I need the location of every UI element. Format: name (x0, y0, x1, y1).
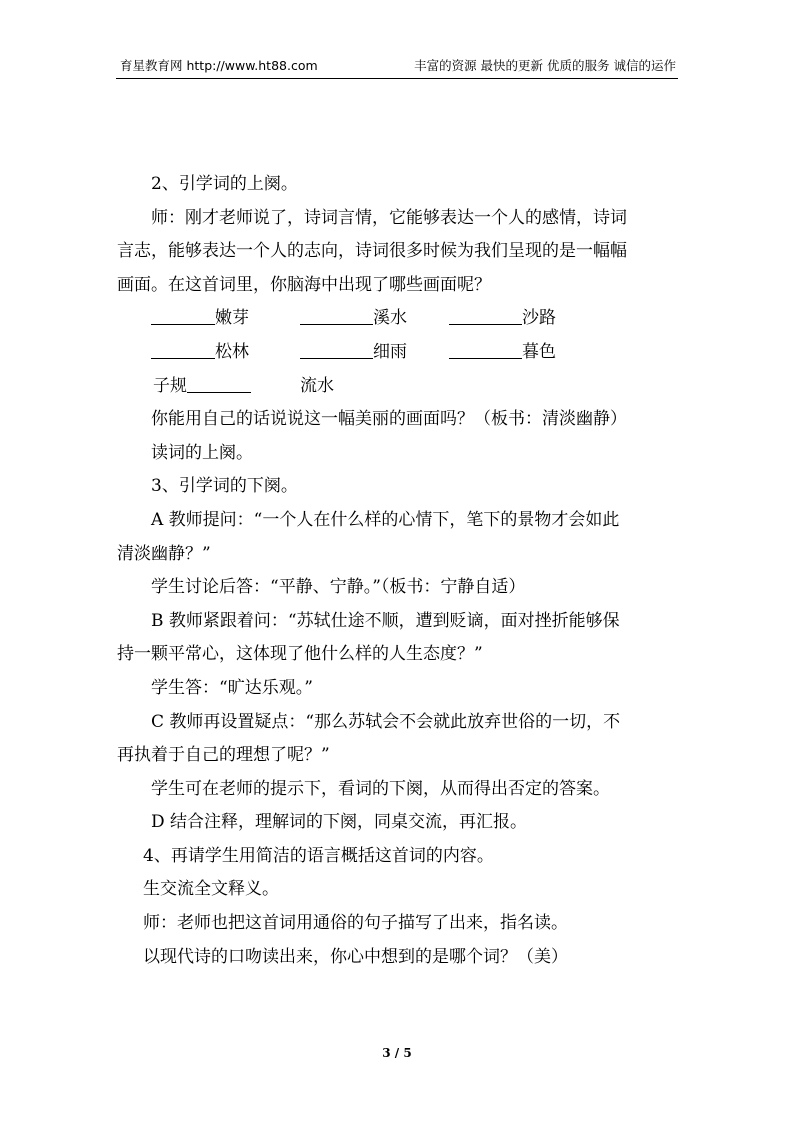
fill-word: 暮色 (522, 341, 556, 362)
blank-line (151, 304, 215, 325)
fill-blank-item (151, 302, 249, 336)
fill-blank-item (300, 336, 407, 370)
paragraph: 读词的上阕。 (151, 442, 253, 463)
header-slogan: 丰富的资源 最快的更新 优质的服务 诚信的运作 (414, 58, 676, 73)
paragraph: 言志，能够表达一个人的志向，诗词很多时候为我们呈现的是一幅幅 (117, 241, 627, 262)
fill-word: 溪水 (373, 308, 407, 329)
paragraph: 以现代诗的口吻读出来，你心中想到的是哪个词？（美） (143, 946, 568, 967)
paragraph: 生交流全文释义。 (143, 879, 279, 900)
paragraph: 学生答：“旷达乐观。” (151, 677, 313, 698)
fill-blank-row (117, 302, 679, 336)
document-body (117, 168, 679, 974)
fill-blank-item (151, 336, 249, 370)
paragraph: 师：老师也把这首词用通俗的句子描写了出来，指名读。 (143, 913, 568, 934)
fill-blank-item (153, 370, 251, 404)
fill-blank-item (449, 302, 556, 336)
paragraph: A 教师提问：“一个人在什么样的心情下，笔下的景物才会如此 (151, 509, 620, 530)
fill-word: 嫩芽 (215, 308, 249, 329)
paragraph: 持一颗平常心，这体现了他什么样的人生态度？” (117, 644, 483, 665)
paragraph: 学生可在老师的提示下，看词的下阕，从而得出否定的答案。 (151, 778, 610, 799)
blank-line (300, 304, 373, 325)
fill-word: 子规 (153, 375, 187, 396)
blank-line (449, 338, 522, 359)
blank-line (300, 338, 373, 359)
section-heading-2: 2、引学词的上阕。 (151, 174, 298, 194)
fill-blank-item (449, 336, 556, 370)
blank-line (449, 304, 522, 325)
fill-blank-row (117, 370, 679, 404)
paragraph: 清淡幽静？” (117, 543, 211, 564)
paragraph: 你能用自己的话说说这一幅美丽的画面吗？（板书：清淡幽静） (151, 409, 627, 430)
page-number: 3 / 5 (382, 1046, 412, 1060)
page-header (120, 56, 676, 78)
section-heading-4: 4、再请学生用简洁的语言概括这首词的内容。 (143, 845, 494, 866)
fill-word: 松林 (215, 341, 249, 362)
paragraph: D 结合注释，理解词的下阕，同桌交流，再汇报。 (151, 812, 528, 833)
fill-blank-item (300, 370, 334, 404)
header-rule (116, 78, 678, 79)
paragraph: C 教师再设置疑点：“那么苏轼会不会就此放弃世俗的一切，不 (151, 711, 621, 732)
fill-word: 沙路 (522, 308, 556, 329)
paragraph: 学生讨论后答：“平静、宁静。”（板书：宁静自适） (151, 577, 526, 598)
fill-blank-item (300, 302, 407, 336)
section-heading-3: 3、引学词的下阕。 (151, 476, 298, 497)
blank-line (151, 338, 215, 359)
fill-word: 流水 (300, 375, 334, 396)
fill-blank-row (117, 336, 679, 370)
header-site-name: 育星教育网 http://www.ht88.com (120, 58, 318, 73)
paragraph: 师：刚才老师说了，诗词言情，它能够表达一个人的感情，诗词 (151, 207, 627, 228)
paragraph: B 教师紧跟着问：“苏轼仕途不顺，遭到贬谪，面对挫折能够保 (151, 610, 620, 631)
blank-line (187, 372, 251, 393)
fill-word: 细雨 (373, 341, 407, 362)
paragraph: 画面。在这首词里，你脑海中出现了哪些画面呢？ (117, 274, 491, 295)
paragraph: 再执着于自己的理想了呢？” (117, 745, 330, 766)
